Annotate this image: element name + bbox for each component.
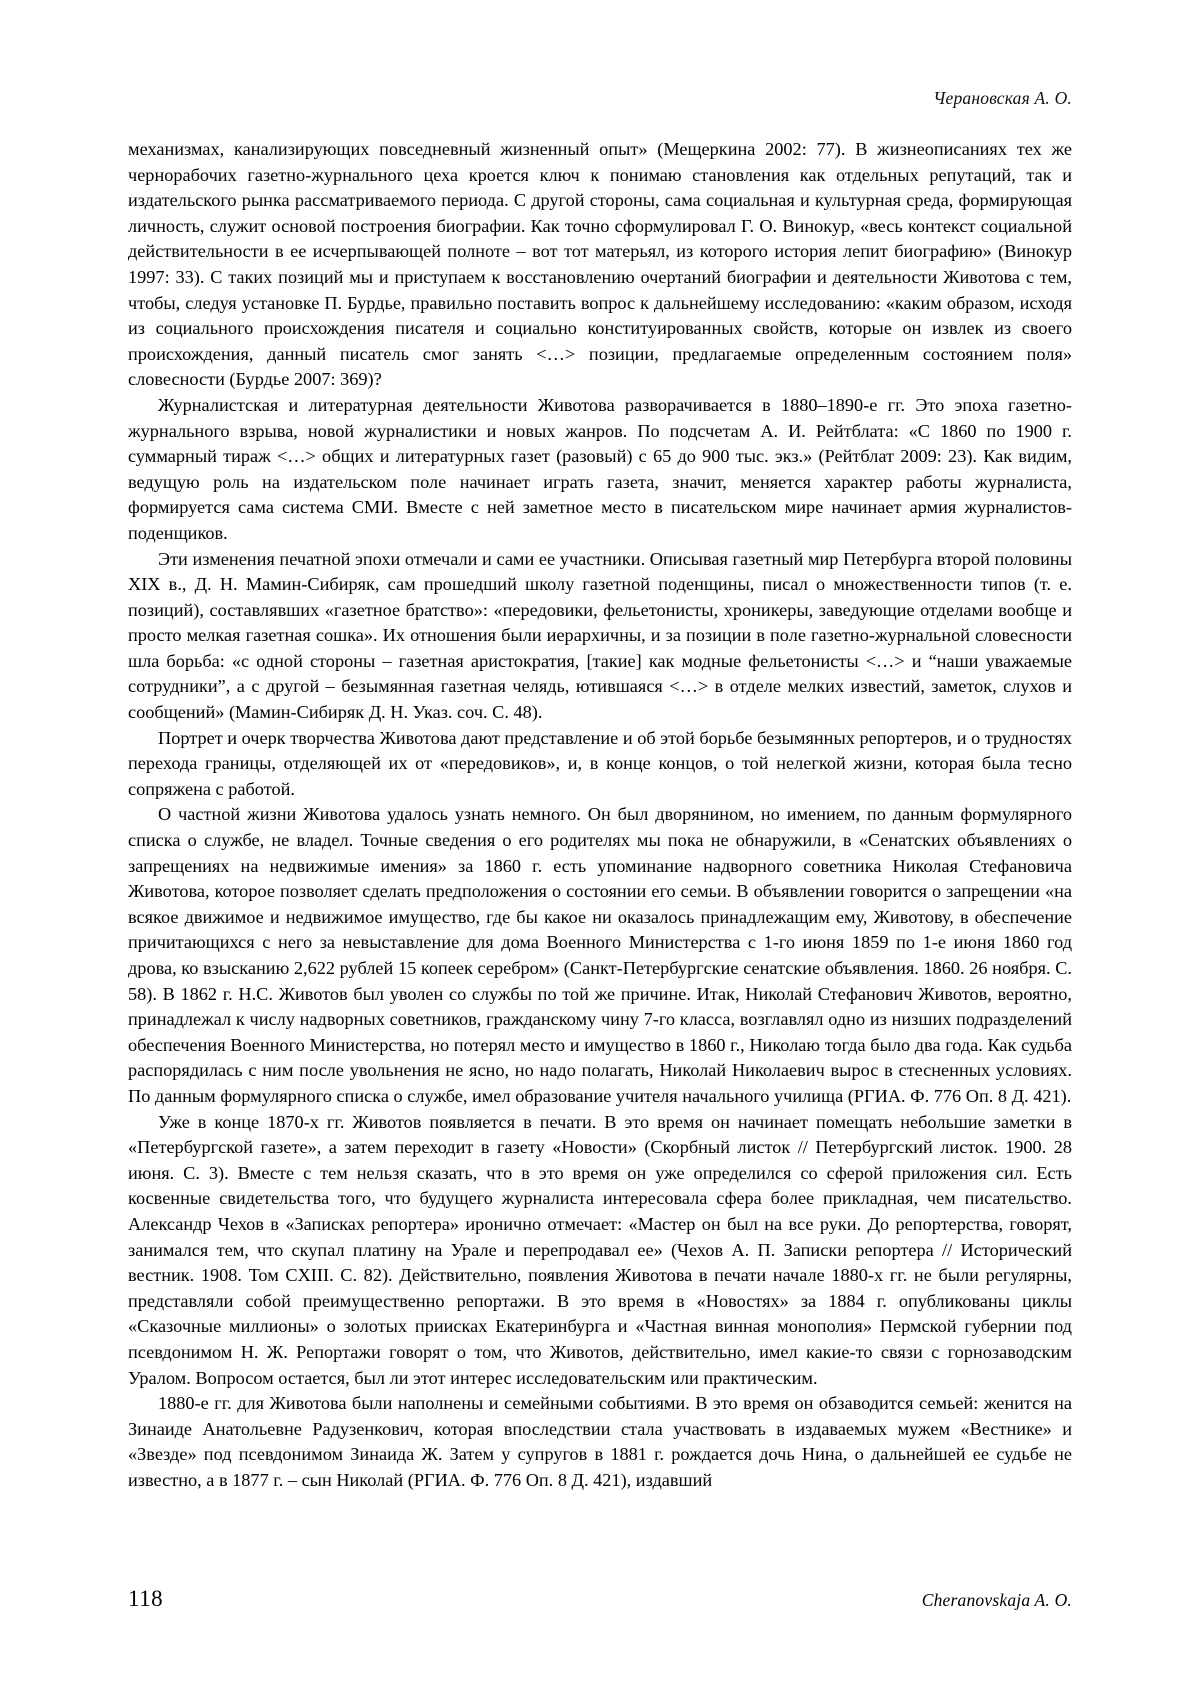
paragraph: Уже в конце 1870-х гг. Животов появляется в печати. В это время он начинает помещать небольшие заметки в «Петербургской газете», а затем переходит в газету «Новости» (Скорбный листок // Петербургский листок. 1900. 28 июня. С. 3). Вместе с тем нельзя сказать, что в это время он уже определился со сферой приложения сил. Есть косвенные свидетельства того, что будущего журналиста интересовала сфера более прикладная, чем писательство. Александр Чехов в «Записках репортера» иронично отмечает: «Мастер он был на все руки. До репортерства, говорят, занимался тем, что скупал платину на Урале и перепродавал ее» (Чехов А. П. Записки репортера // Исторический вестник. 1908. Том CXIII. С. 82). Действительно, появления Животова в печати начале 1880-х гг. не были регулярны, представляли собой преимущественно репортажи. В это время в «Новостях» за 1884 г. опубликованы циклы «Сказочные миллионы» о золотых приисках Екатеринбурга и «Частная винная монополия» Пермской губернии под псевдонимом Н. Ж. Репортажи говорят о том, что Животов, действительно, имел какие-то связи с горнозаводским Уралом. Вопросом остается, был ли этот интерес исследовательским или практическим. [128, 1111, 1072, 1388]
paragraph: Портрет и очерк творчества Животова дают представление и об этой борьбе безымянных репортеров, и о трудностях перехода границы, отделяющей их от «передовиков», и, в конце концов, о той нелегкой жизни, которая была тесно сопряжена с работой. [128, 727, 1072, 799]
footer-author-transliteration: Cheranovskaja A. O. [921, 1590, 1072, 1610]
paragraph: механизмах, канализирующих повседневный жизненный опыт» (Мещеркина 2002: 77). В жизнеописаниях тех же чернорабочих газетно-журнального цеха кроется ключ к понимаю становления как отдельных репутаций, так и издательского рынка рассматриваемого периода. С другой стороны, сама социальная и культурная среда, формирующая личность, служит основой построения биографии. Как точно сформулировал Г. О. Винокур, «весь контекст социальной действительности в ее исчерпывающей полноте – вот тот матерьял, из которого история лепит биографию» (Винокур 1997: 33). С таких позиций мы и приступаем к восстановлению очертаний биографии и деятельности Животова с тем, чтобы, следуя установке П. Бурдье, правильно поставить вопрос к дальнейшему исследованию: «каким образом, исходя из социального происхождения писателя и социально конституированных свойств, которые он извлек из своего происхождения, данный писатель смог занять <…> позиции, предлагаемые определенным состоянием поля» словесности (Бурдье 2007: 369)? [128, 139, 1072, 390]
paragraph: Эти изменения печатной эпохи отмечали и сами ее участники. Описывая газетный мир Петербурга второй половины XIX в., Д. Н. Мамин-Сибиряк, сам прошедший школу газетной поденщины, писал о множественности типов (т. е. позиций), составлявших «газетное братство»: «передовики, фельетонисты, хроникеры, заведующие отделами вообще и просто мелкая газетная сошка». Их отношения были иерархичны, и за позиции в поле газетно-журнальной словесности шла борьба: «с одной стороны – газетная аристократия, [такие] как модные фельетонисты <…> и “наши уважаемые сотрудники”, а с другой – безымянная газетная челядь, ютившаяся <…> в отделе мелких известий, заметок, слухов и сообщений» (Мамин-Сибиряк Д. Н. Указ. соч. С. 48). [128, 548, 1072, 723]
page-footer [128, 1586, 1072, 1612]
body-text [128, 137, 1072, 1493]
paragraph: 1880-е гг. для Животова были наполнены и семейными событиями. В это время он обзаводится семьей: женится на Зинаиде Анатольевне Радузенкович, которая впоследствии стала участвовать в издаваемых мужем «Вестнике» и «Звезде» под псевдонимом Зинаида Ж. Затем у супругов в 1881 г. рождается дочь Нина, о дальнейшей ее судьбе не известно, а в 1877 г. – сын Николай (РГИА. Ф. 776 Оп. 8 Д. 421), издавший [128, 1393, 1072, 1490]
running-head: Черановская А. О. [933, 88, 1072, 108]
page-number: 118 [128, 1586, 164, 1611]
paragraph: О частной жизни Животова удалось узнать немного. Он был дворянином, но имением, по данным формулярного списка о службе, не владел. Точные сведения о его родителях мы пока не обнаружили, в «Сенатских объявлениях о запрещениях на недвижимые имения» за 1860 г. есть упоминание надворного советника Николая Стефановича Животова, которое позволяет сделать предположения о состоянии его семьи. В объявлении говорится о запрещении «на всякое движимое и недвижимое имущество, где бы какое ни оказалось принадлежащим ему, Животову, в обеспечение причитающихся с него за невыставление для дома Военного Министерства с 1-го июня 1859 по 1-е июня 1860 год дрова, ко взысканию 2,622 рублей 15 копеек серебром» (Санкт-Петербургские сенатские объявления. 1860. 26 ноября. С. 58). В 1862 г. Н.С. Животов был уволен со службы по той же причине. Итак, Николай Стефанович Животов, вероятно, принадлежал к числу надворных советников, гражданскому чину 7-го класса, возглавлял одно из низших подразделений обеспечения Военного Министерства, но потерял место и имущество в 1860 г., Николаю тогда было два года. Как судьба распорядилась с ним после увольнения не ясно, но надо полагать, Николай Николаевич вырос в стесненных условиях. По данным формулярного списка о службе, имел образование учителя начального училища (РГИА. Ф. 776 Оп. 8 Д. 421). [128, 804, 1072, 1106]
paragraph: Журналистская и литературная деятельности Животова разворачивается в 1880–1890-е гг. Это эпоха газетно-журнального взрыва, новой журналистики и новых жанров. По подсчетам А. И. Рейтблата: «С 1860 по 1900 г. суммарный тираж <…> общих и литературных газет (разовый) с 65 до 900 тыс. экз.» (Рейтблат 2009: 23). Как видим, ведущую роль на издательском поле начинает играть газета, значит, меняется характер работы журналиста, формируется сама система СМИ. Вместе с ней заметное место в писательском мире начинает армия журналистов-поденщиков. [128, 394, 1072, 543]
